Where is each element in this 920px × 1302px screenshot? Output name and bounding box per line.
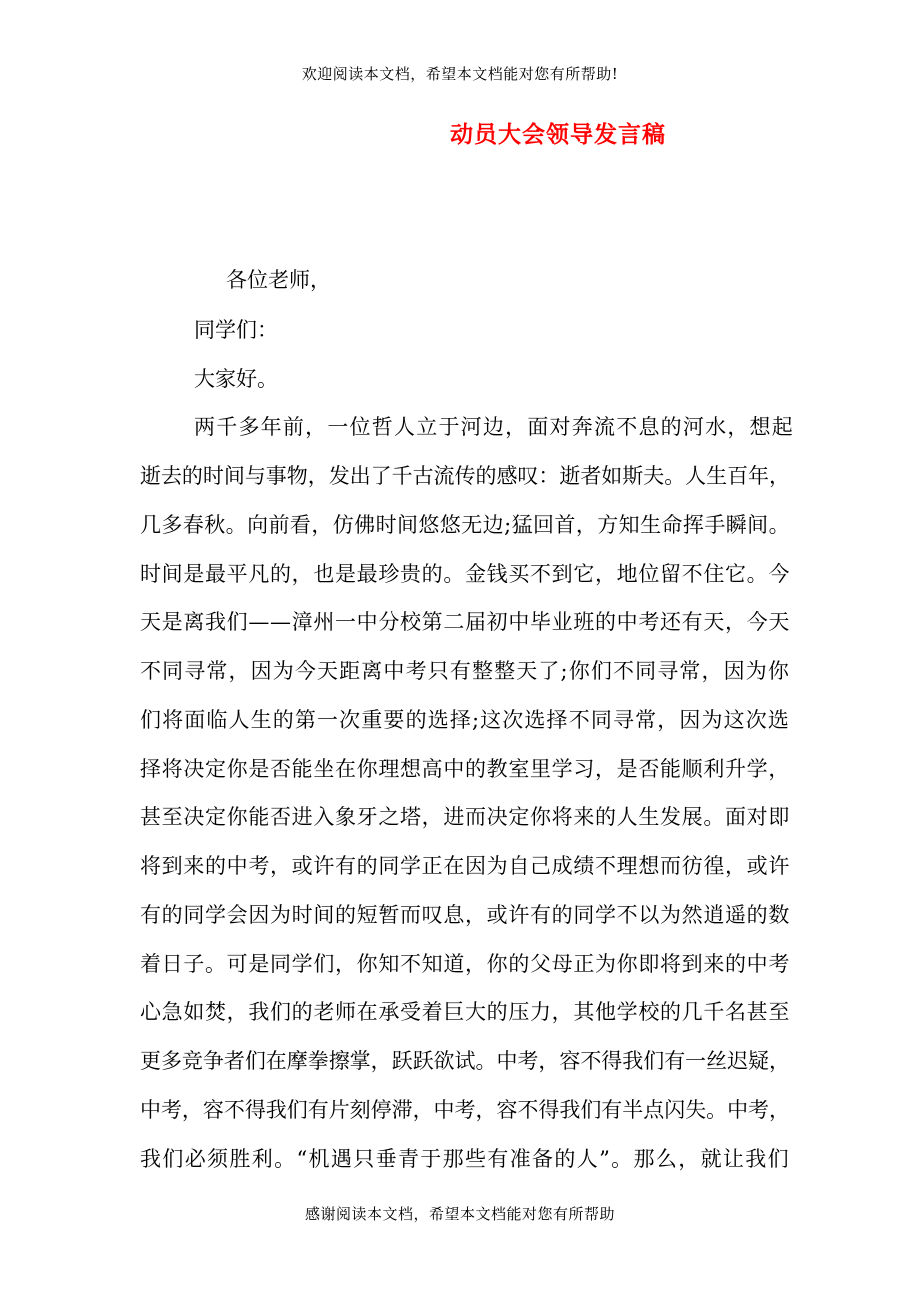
body-line: 我们必须胜利。“机遇只垂青于那些有准备的人”。那么，就让我们 — [140, 1147, 790, 1171]
document-title: 动员大会领导发言稿 — [450, 122, 666, 148]
salutation-line: 同学们： — [194, 318, 278, 342]
body-line: 不同寻常，因为今天距离中考只有整整天了;你们不同寻常，因为你 — [140, 659, 790, 683]
salutation-line: 各位老师， — [226, 268, 331, 292]
body-line: 逝去的时间与事物，发出了千古流传的感叹：逝者如斯夫。人生百年， — [140, 464, 790, 488]
body-line: 们将面临人生的第一次重要的选择;这次选择不同寻常，因为这次选 — [140, 708, 790, 732]
body-line: 天是离我们——漳州一中分校第二届初中毕业班的中考还有天，今天 — [140, 610, 790, 634]
body-line: 两千多年前，一位哲人立于河边，面对奔流不息的河水，想起 — [194, 415, 794, 439]
body-line: 将到来的中考，或许有的同学正在因为自己成绩不理想而彷徨，或许 — [140, 854, 790, 878]
body-line: 有的同学会因为时间的短暂而叹息，或许有的同学不以为然逍遥的数 — [140, 903, 790, 927]
body-line: 几多春秋。向前看，仿佛时间悠悠无边;猛回首，方知生命挥手瞬间。 — [140, 513, 790, 537]
header-note: 欢迎阅读本文档，希望本文档能对您有所帮助! — [301, 65, 619, 83]
footer-note: 感谢阅读本文档，希望本文档能对您有所帮助 — [304, 1205, 615, 1223]
body-line: 着日子。可是同学们，你知不知道，你的父母正为你即将到来的中考 — [140, 952, 790, 976]
salutation-line: 大家好。 — [194, 367, 278, 391]
body-line: 中考，容不得我们有片刻停滞，中考，容不得我们有半点闪失。中考， — [140, 1098, 790, 1122]
body-line: 心急如焚，我们的老师在承受着巨大的压力，其他学校的几千名甚至 — [140, 1000, 790, 1024]
body-line: 时间是最平凡的，也是最珍贵的。金钱买不到它，地位留不住它。今 — [140, 562, 790, 586]
body-line: 更多竞争者们在摩拳擦掌，跃跃欲试。中考，容不得我们有一丝迟疑， — [140, 1049, 790, 1073]
body-line: 择将决定你是否能坐在你理想高中的教室里学习，是否能顺利升学， — [140, 757, 790, 781]
body-line: 甚至决定你能否进入象牙之塔，进而决定你将来的人生发展。面对即 — [140, 805, 790, 829]
